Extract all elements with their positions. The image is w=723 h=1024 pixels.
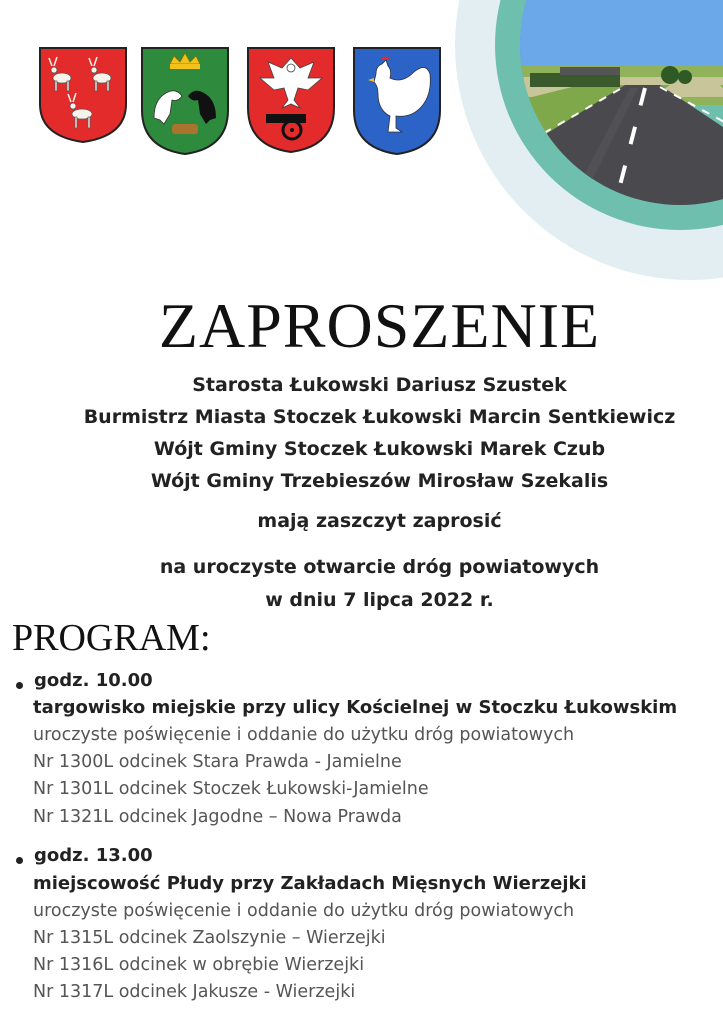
program-place: targowisko miejskie przy ulicy Kościelnej w Stoczku Łukowskim — [33, 697, 678, 718]
crest-rooster-icon — [352, 44, 442, 156]
event-line: na uroczyste otwarcie dróg powiatowych — [159, 556, 600, 578]
program-time: godz. 13.00 — [34, 845, 153, 866]
program-line: Nr 1317L odcinek Jakusze - Wierzejki — [33, 982, 356, 1002]
host-line: Wójt Gminy Stoczek Łukowski Marek Czub — [153, 438, 606, 460]
program-line: uroczyste poświęcenie i oddanie do użytku dróg powiatowych — [33, 901, 575, 921]
host-line: Starosta Łukowski Dariusz Szustek — [192, 374, 567, 396]
program-line: uroczyste poświęcenie i oddanie do użytku dróg powiatowych — [33, 725, 575, 745]
bullet-icon — [16, 682, 23, 689]
program-line: Nr 1316L odcinek w obrębie Wierzejki — [33, 955, 365, 975]
honor-line: mają zaszczyt zaprosić — [257, 510, 502, 532]
program-line: Nr 1300L odcinek Stara Prawda - Jamielne — [33, 752, 402, 772]
host-line: Wójt Gminy Trzebieszów Mirosław Szekalis — [150, 470, 609, 492]
program-place: miejscowość Płudy przy Zakładach Mięsnych Wierzejki — [33, 873, 587, 894]
date-line: w dniu 7 lipca 2022 r. — [265, 589, 494, 611]
crest-trzebieszow-eagle-icon — [246, 44, 336, 154]
program-line: Nr 1301L odcinek Stoczek Łukowski-Jamielne — [33, 779, 429, 799]
program-line: Nr 1321L odcinek Jagodne – Nowa Prawda — [33, 807, 402, 827]
program-heading: PROGRAM: — [12, 617, 211, 659]
program-time: godz. 10.00 — [34, 670, 153, 691]
bullet-icon — [16, 857, 23, 864]
hosts-list — [0, 369, 723, 497]
program-line: Nr 1315L odcinek Zaolszynie – Wierzejki — [33, 928, 386, 948]
invitation-title: ZAPROSZENIE — [158, 290, 601, 361]
crest-stoczek-horses-icon — [140, 44, 230, 156]
crest-lukow-deer-icon — [38, 44, 128, 144]
host-line: Burmistrz Miasta Stoczek Łukowski Marcin Sentkiewicz — [83, 406, 676, 428]
